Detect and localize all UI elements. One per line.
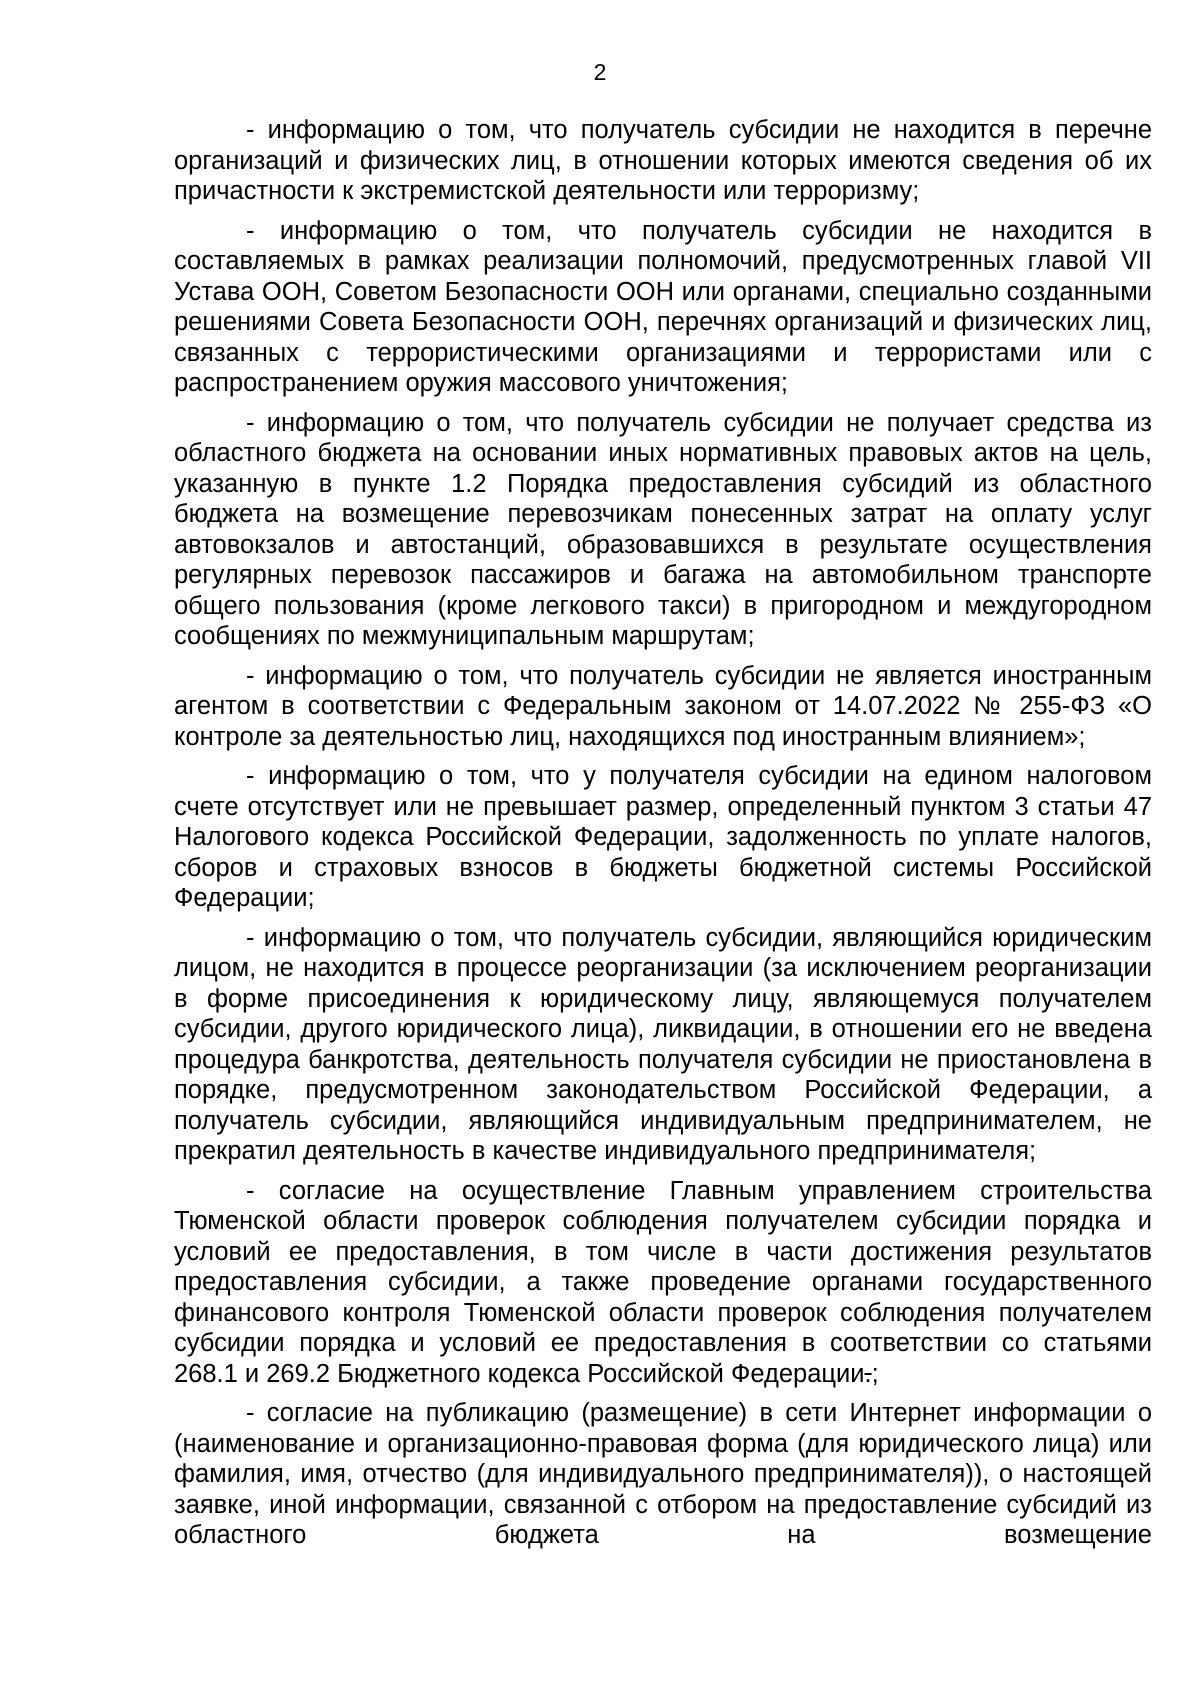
struck-period: .	[864, 1359, 872, 1388]
paragraph-consent-publication: - согласие на публикацию (размещение) в сети Интернет информации о (наименование и организационно-правовая форма (для юридического лица) или фамилия, имя, отчество (для индивидуального предпринимателя)), о настоящей заявке, иной информации, связанной с отбором на предоставление субсидий из областного бюджета на возмещение	[174, 1399, 1152, 1549]
paragraph-consent-inspections-end: ;	[871, 1359, 879, 1388]
paragraph-tax-debt: - информацию о том, что у получателя субсидии на едином налоговом счете отсутствует или не превышает размер, определенный пунктом 3 статьи 47 Налогового кодекса Российской Федерации, задолженность по уплате налогов, сборов и страховых взносов в бюджеты бюджетной системы Российской Федерации;	[174, 762, 1152, 912]
document-body	[174, 115, 1152, 1560]
paragraph-consent-inspections-text: - согласие на осуществление Главным управлением строительства Тюменской области проверок соблюдения получателем субсидии порядка и условий ее предоставления, в том числе в части достижения результатов предоставления субсидии, а также проведение органами государственного финансового контроля Тюменской области проверок соблюдения получателем субсидии порядка и условий ее предоставления в соответствии со статьями 268.1 и 269.2 Бюджетного кодекса Российской Федерации	[174, 1176, 1152, 1388]
paragraph-no-other-budget-funds: - информацию о том, что получатель субсидии не получает средства из областного бюджета на основании иных нормативных правовых актов на цель, указанную в пункте 1.2 Порядка предоставления субсидий из областного бюджета на возмещение перевозчикам понесенных затрат на оплату услуг автовокзалов и автостанций, образовавшихся в результате осуществления регулярных перевозок пассажиров и багажа на автомобильном транспорте общего пользования (кроме легкового такси) в пригородном и междугородном сообщениях по межмуниципальным маршрутам;	[174, 408, 1152, 650]
page-number: 2	[593, 59, 607, 85]
paragraph-reorganization-liquidation: - информацию о том, что получатель субсидии, являющийся юридическим лицом, не находится в процессе реорганизации (за исключением реорганизации в форме присоединения к юридическому лицу, являющемуся получателем субсидии, другого юридического лица), ликвидации, в отношении его не введена процедура банкротства, деятельность получателя субсидии не приостановлена в порядке, предусмотренном законодательством Российской Федерации, а получатель субсидии, являющийся индивидуальным предпринимателем, не прекратил деятельность в качестве индивидуального предпринимателя;	[174, 923, 1152, 1165]
paragraph-extremism-list: - информацию о том, что получатель субсидии не находится в перечне организаций и физических лиц, в отношении которых имеются сведения об их причастности к экстремистской деятельности или терроризму;	[174, 116, 1152, 205]
paragraph-not-foreign-agent: - информацию о том, что получатель субсидии не является иностранным агентом в соответствии с Федеральным законом от 14.07.2022 № 255-ФЗ «О контроле за деятельностью лиц, находящихся под иностранным влиянием»;	[174, 661, 1152, 751]
paragraph-consent-inspections	[174, 1176, 1152, 1390]
paragraph-un-security-council-list: - информацию о том, что получатель субсидии не находится в составляемых в рамках реализации полномочий, предусмотренных главой VII Устава ООН, Советом Безопасности ООН или органами, специально созданными решениями Совета Безопасности ООН, перечнях организаций и физических лиц, связанных с террористическими организациями и террористами или с распространением оружия массового уничтожения;	[174, 216, 1152, 397]
